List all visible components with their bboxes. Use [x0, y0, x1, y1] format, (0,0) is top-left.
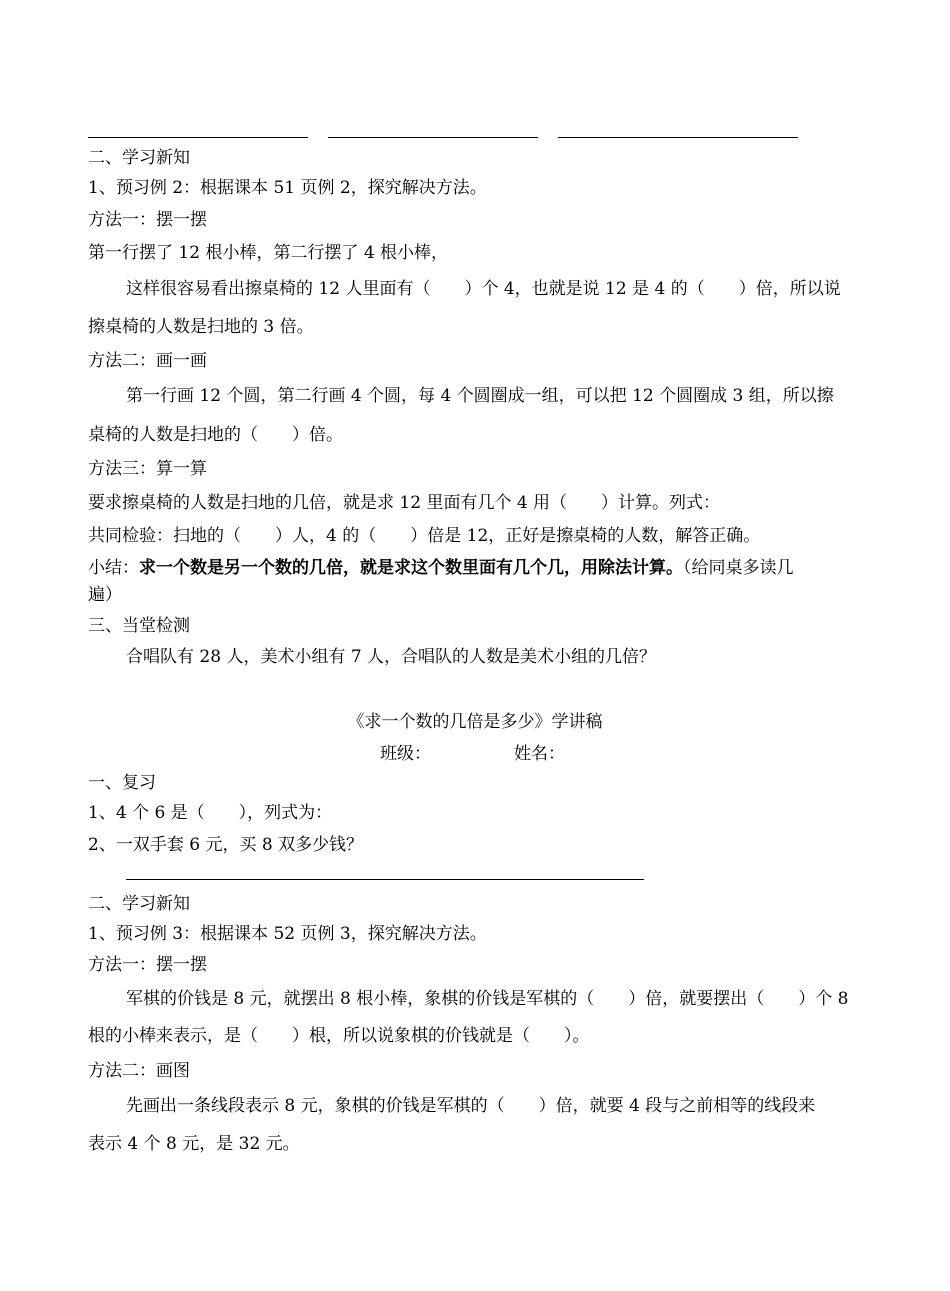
paragraph-line: 军棋的价钱是 8 元，就摆出 8 根小棒，象棋的价钱是军棋的（ ）倍，就要摆出（ ）个 8: [126, 989, 849, 1009]
review-question-1: 1、4 个 6 是（ ），列式为：: [88, 803, 333, 823]
method-heading: 方法三：算一算: [88, 459, 207, 479]
method-heading: 方法一：摆一摆: [88, 210, 207, 230]
paragraph-line: 擦桌椅的人数是扫地的 3 倍。: [88, 317, 314, 337]
section-heading-test: 三、当堂检测: [88, 616, 190, 636]
paragraph-line: 桌椅的人数是扫地的（ ）倍。: [88, 425, 343, 445]
exercise-line: 合唱队有 28 人，美术小组有 7 人，合唱队的人数是美术小组的几倍？: [126, 647, 657, 667]
preview-example-2: 1、预习例 2：根据课本 51 页例 2，探究解决方法。: [88, 178, 487, 198]
page-title: 《求一个数的几倍是多少》学讲稿: [347, 712, 603, 732]
section-heading-review: 一、复习: [88, 773, 156, 793]
section-heading-learning: 二、学习新知: [88, 148, 190, 168]
summary-line-2: 遍）: [88, 585, 122, 605]
method-heading: 方法二：画图: [88, 1061, 190, 1081]
summary-label: 小结：: [88, 558, 139, 578]
answer-line-review: [126, 879, 644, 880]
method-heading: 方法一：摆一摆: [88, 955, 207, 975]
summary-tail: （给同桌多读几: [683, 558, 794, 578]
summary-line: [88, 557, 864, 579]
answer-line-3: [558, 137, 798, 138]
check-line: 共同检验：扫地的（ ）人，4 的（ ）倍是 12，正好是擦桌椅的人数，解答正确。: [88, 526, 761, 546]
preview-example-3: 1、预习例 3：根据课本 52 页例 3，探究解决方法。: [88, 924, 487, 944]
paragraph-line: 先画出一条线段表示 8 元，象棋的价钱是军棋的（ ）倍，就要 4 段与之前相等的线段来: [126, 1096, 816, 1116]
paragraph-line: 根的小棒来表示，是（ ）根，所以说象棋的价钱就是（ ）。: [88, 1026, 590, 1046]
review-question-2: 2、一双手套 6 元，买 8 双多少钱？: [88, 835, 364, 855]
paragraph-line: 第一行摆了 12 根小棒，第二行摆了 4 根小棒，: [88, 243, 449, 263]
name-label: 姓名：: [514, 744, 565, 764]
answer-line-1: [88, 137, 308, 138]
answer-line-2: [328, 137, 538, 138]
section-heading-learning: 二、学习新知: [88, 894, 190, 914]
summary-bold: 求一个数是另一个数的几倍，就是求这个数里面有几个几，用除法计算。: [139, 558, 683, 578]
paragraph-line: 表示 4 个 8 元，是 32 元。: [88, 1134, 300, 1154]
paragraph-line: 这样很容易看出擦桌椅的 12 人里面有（ ）个 4，也就是说 12 是 4 的（ ）倍，所以说: [126, 279, 841, 299]
paragraph-line: 要求擦桌椅的人数是扫地的几倍，就是求 12 里面有几个 4 用（ ）计算。列式：: [88, 493, 721, 513]
method-heading: 方法二：画一画: [88, 351, 207, 371]
paragraph-line: 第一行画 12 个圆，第二行画 4 个圆，每 4 个圆圈成一组，可以把 12 个圆圈成 3 组，所以擦: [126, 386, 834, 406]
class-label: 班级：: [380, 744, 431, 764]
